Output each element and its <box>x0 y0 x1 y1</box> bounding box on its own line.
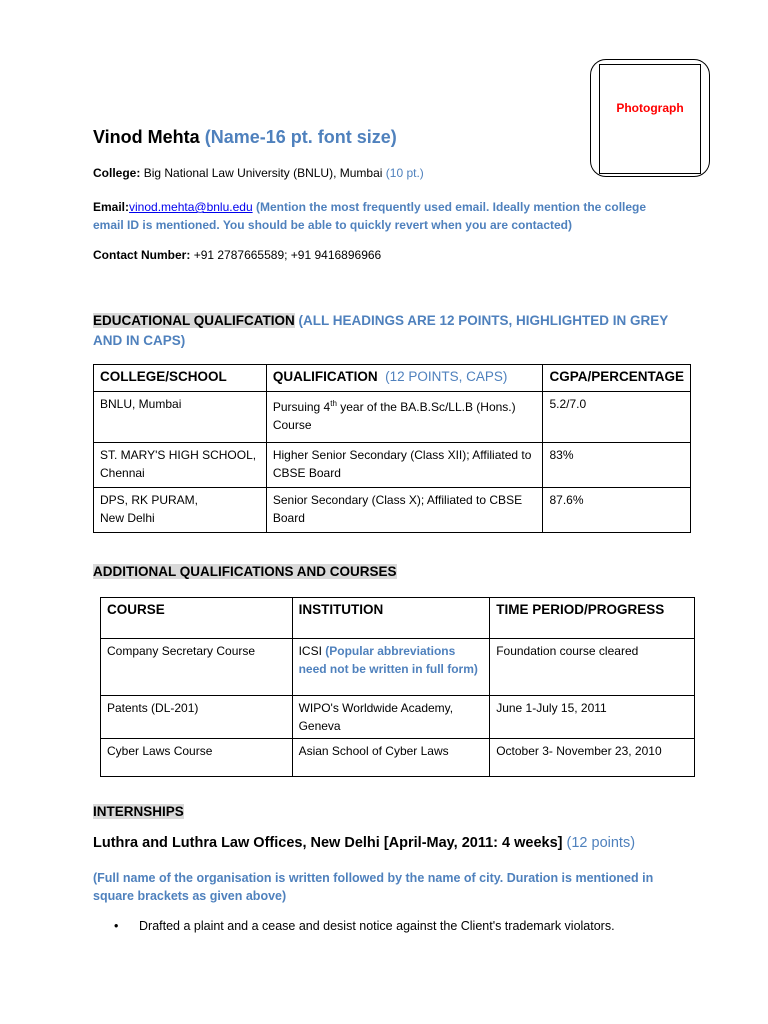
col-qualification-note: (12 POINTS, CAPS) <box>385 369 508 384</box>
edu-college: DPS, RK PURAM, New Delhi <box>94 488 267 533</box>
table-row <box>94 488 691 533</box>
table-row <box>101 639 695 696</box>
internship-note: (Full name of the organisation is written followed by the name of city. Duration is mentioned in square brackets as given above) <box>93 871 654 903</box>
additional-heading <box>93 564 397 579</box>
edu-qualification: Senior Secondary (Class X); Affiliated to CBSE Board <box>266 488 543 533</box>
edu-score: 87.6% <box>543 488 691 533</box>
course-name: Patents (DL-201) <box>101 696 293 739</box>
internships-heading-text: INTERNSHIPS <box>93 804 184 819</box>
education-heading <box>93 311 693 351</box>
course-period: Foundation course cleared <box>490 639 695 696</box>
contact-value: +91 2787665589; +91 9416896966 <box>193 248 382 262</box>
edu-qualification <box>266 392 543 443</box>
photo-label: Photograph <box>616 101 684 115</box>
table-row <box>94 443 691 488</box>
col-institution: INSTITUTION <box>292 598 490 639</box>
edu-college: ST. MARY'S HIGH SCHOOL, Chennai <box>94 443 267 488</box>
college-value: Big National Law University (BNLU), Mumbai <box>143 166 383 180</box>
email-label: Email: <box>93 200 130 214</box>
col-college-school: COLLEGE/SCHOOL <box>94 365 267 392</box>
candidate-name: Vinod Mehta <box>93 127 200 147</box>
additional-heading-text: ADDITIONAL QUALIFICATIONS AND COURSES <box>93 564 397 579</box>
course-institution: WIPO's Worldwide Academy, Geneva <box>292 696 490 739</box>
col-qualification-label: QUALIFICATION <box>272 369 378 384</box>
course-institution: Asian School of Cyber Laws <box>292 739 490 777</box>
name-font-note: (Name-16 pt. font size) <box>204 127 397 147</box>
edu-score: 83% <box>543 443 691 488</box>
resume-name-line <box>93 127 397 148</box>
course-name: Company Secretary Course <box>101 639 293 696</box>
course-period: October 3- November 23, 2010 <box>490 739 695 777</box>
table-row <box>101 696 695 739</box>
col-time-period: TIME PERIOD/PROGRESS <box>490 598 695 639</box>
additional-header-row <box>101 598 695 639</box>
edu-qualification-sup: th <box>330 399 337 408</box>
internship-bullet <box>114 919 615 933</box>
education-table <box>93 364 691 533</box>
edu-qualification-text: Pursuing 4 <box>272 400 331 414</box>
internships-heading <box>93 804 184 819</box>
contact-line <box>93 248 381 262</box>
additional-table <box>100 597 695 777</box>
education-heading-note: (ALL HEADINGS ARE 12 POINTS, HIGHLIGHTED IN GREY AND IN CAPS) <box>93 313 669 348</box>
college-note: (10 pt.) <box>385 166 424 180</box>
edu-college: BNLU, Mumbai <box>94 392 267 443</box>
table-row <box>101 739 695 777</box>
email-line <box>93 198 653 234</box>
bullet-icon: • <box>114 919 119 933</box>
internship-bullet-text: Drafted a plaint and a cease and desist notice against the Client's trademark violators. <box>139 919 615 933</box>
internship-firm-line <box>93 835 635 851</box>
internship-firm-note: (12 points) <box>566 835 636 851</box>
photo-placeholder <box>599 64 701 174</box>
col-course: COURSE <box>101 598 293 639</box>
email-link[interactable]: vinod.mehta@bnlu.edu <box>129 200 253 214</box>
email-note: (Mention the most frequently used email. Ideally mention the college email ID is mentioned. You should be able to quickly revert when you are contacted) <box>93 200 647 232</box>
college-line <box>93 166 424 180</box>
course-institution-note: (Popular abbreviations need not be written in full form) <box>298 644 478 676</box>
edu-score: 5.2/7.0 <box>543 392 691 443</box>
education-header-row <box>94 365 691 392</box>
col-cgpa: CGPA/PERCENTAGE <box>543 365 691 392</box>
col-qualification <box>266 365 543 392</box>
course-name: Cyber Laws Course <box>101 739 293 777</box>
internship-firm: Luthra and Luthra Law Offices, New Delhi [April-May, 2011: 4 weeks] <box>93 835 563 851</box>
contact-label: Contact Number: <box>93 248 191 262</box>
course-period: June 1-July 15, 2011 <box>490 696 695 739</box>
table-row <box>94 392 691 443</box>
course-institution <box>292 639 490 696</box>
course-institution-text: ICSI <box>298 644 322 658</box>
education-heading-text: EDUCATIONAL QUALIFCATION <box>93 313 295 328</box>
edu-qualification-text-rest: year of the BA.B.Sc/LL.B (Hons.) Course <box>272 400 516 432</box>
edu-qualification: Higher Senior Secondary (Class XII); Affiliated to CBSE Board <box>266 443 543 488</box>
college-label: College: <box>93 166 141 180</box>
